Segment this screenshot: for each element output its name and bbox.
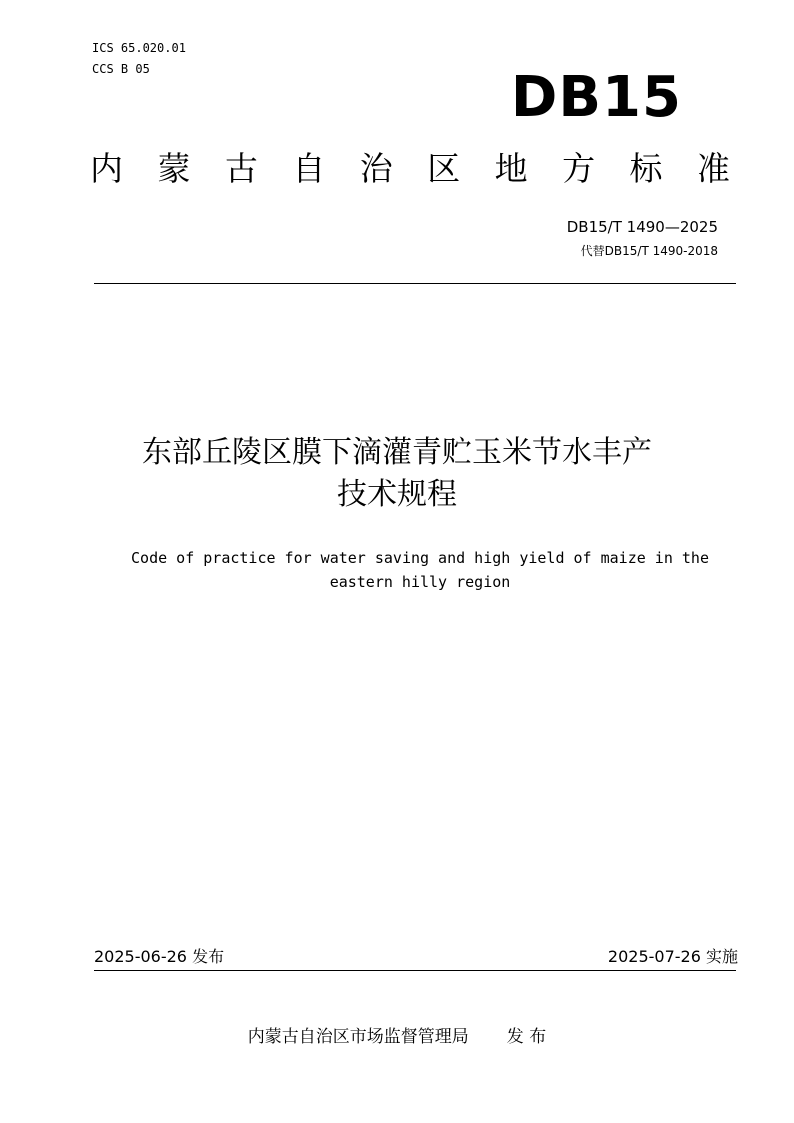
chinese-title-line-2: 技术规程 [337,477,457,512]
standard-type-char: 治 [359,149,393,188]
publisher-name: 内蒙古自治区市场监督管理局 [247,1027,469,1047]
standard-type-char: 蒙 [157,149,191,188]
bottom-divider [94,970,736,971]
standard-type-char: 地 [494,149,528,188]
replaces-standard: 代替DB15/T 1490-2018 [580,244,718,258]
classification-codes [92,38,186,80]
standard-type-char: 区 [427,149,461,188]
english-title-line-1: Code of practice for water saving and high yield of maize in the [131,549,709,567]
publish-date: 2025-06-26 发布 [94,947,225,966]
date-row [94,947,738,967]
chinese-title-line-1: 东部丘陵区膜下滴灌青贮玉米节水丰产 [142,435,652,470]
english-title-line-2: eastern hilly region [329,573,511,591]
publisher-line [0,1026,794,1048]
standard-type-char: 标 [629,149,663,188]
ccs-code: CCS B 05 [92,62,150,76]
standard-type-heading [90,149,730,188]
standard-type-char: 古 [224,149,258,188]
ics-code: ICS 65.020.01 [92,41,186,55]
standard-type-char: 准 [696,149,730,188]
standard-type-char: 自 [292,149,326,188]
standard-type-char: 方 [562,149,596,188]
top-divider [94,283,736,284]
english-title [100,546,740,594]
standard-number: DB15/T 1490—2025 [566,218,718,236]
chinese-title [0,432,794,516]
db15-logo: DB15 [510,65,682,130]
effective-date: 2025-07-26 实施 [607,947,738,966]
publish-action: 发 布 [506,1027,547,1047]
standard-type-char: 内 [90,149,123,188]
